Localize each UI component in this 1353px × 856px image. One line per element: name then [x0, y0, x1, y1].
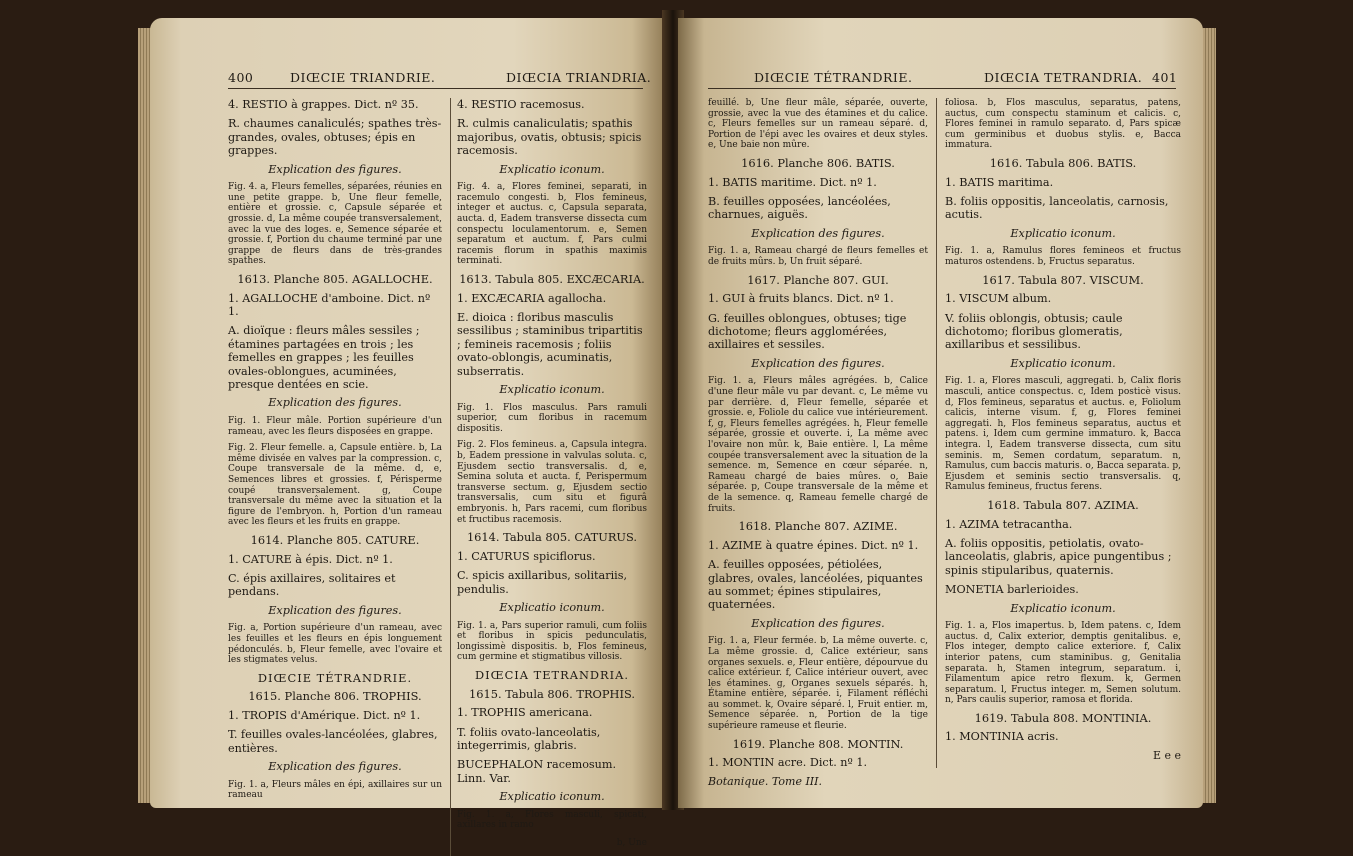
species-entry: 1. TROPHIS americana.	[457, 706, 593, 720]
explication-heading: Explication des figures.	[268, 162, 402, 176]
species-entry: 4. RESTIO à grappes. Dict. nº 35.	[228, 98, 419, 111]
species-entry: G. feuilles oblongues, obtuses; tige dichotome; fleurs agglomérées, axillaires et sessiles.	[708, 311, 907, 352]
species-entry: 1. CATURE à épis. Dict. nº 1.	[228, 552, 393, 566]
right-latin-column	[936, 98, 1181, 768]
species-entry: V. foliis oblongis, obtusis; caule dichotomo; floribus glomeratis, axillaribus et sessilibus.	[945, 311, 1123, 352]
right-french-column	[708, 98, 928, 794]
right-page-number: 401	[1152, 70, 1178, 85]
plate-heading: 1615. Planche 806. TROPHIS.	[248, 689, 422, 704]
explication-heading: Explicatio iconum.	[499, 383, 605, 396]
species-entry: R. culmis canaliculatis; spathis majoribus, ovatis, obtusis; spicis racemosis.	[457, 117, 642, 158]
explication-heading: Explicatio iconum.	[499, 790, 605, 804]
explication-heading: Explication des figures.	[268, 396, 402, 410]
species-entry: 1. AZIME à quatre épines. Dict. nº 1.	[708, 538, 919, 552]
species-entry: T. feuilles ovales-lancéolées, glabres, entières.	[228, 728, 438, 755]
figure-caption: Fig. 2. Fleur femelle. a, Capsule entière. b, La même divisée en valves par la compression. c, Coupe transversale de la même. d, e, Semences libres et grossies. f, Périsperme coupé transversalement. g, Coupe transversale du même avec la situation et la figure de l'embryon. h, Portion d'un rameau avec les fleurs et les fruits en grappe.	[228, 443, 442, 528]
species-entry: 1. AZIMA tetracantha.	[945, 517, 1073, 531]
species-entry: E. dioica : floribus masculis sessilibus ; staminibus tripartitis ; femineis racemosis ; foliis ovato-oblongis, acuminatis, subserratis.	[457, 310, 643, 378]
signature-mark: E e e	[1152, 748, 1181, 762]
species-entry: MONETIA barlerioides.	[945, 583, 1079, 597]
explication-heading: Explicatio iconum.	[1010, 601, 1116, 615]
species-entry: C. épis axillaires, solitaires et pendans.	[228, 571, 396, 599]
species-entry: 1. BATIS maritime. Dict. nº 1.	[708, 175, 877, 189]
species-entry: T. foliis ovato-lanceolatis, integerrimis, glabris.	[457, 725, 601, 752]
plate-heading: 1615. Tabula 806. TROPHIS.	[468, 686, 636, 701]
left-latin-column	[450, 98, 647, 856]
left-header-latin: DIŒCIA TRIANDRIA.	[506, 70, 652, 85]
explication-heading: Explication des figures.	[751, 226, 885, 240]
species-entry: 1. EXCÆCARIA agallocha.	[457, 291, 607, 305]
figure-caption: Fig. 1. a, Fleurs mâles en épi, axillaires sur un rameau	[228, 779, 442, 801]
volume-footer: Botanique. Tome III.	[708, 774, 822, 788]
species-entry: A. feuilles opposées, pétiolées, glabres, ovales, lancéolées, piquantes au sommet; épines stipulaires, quaternées.	[708, 558, 923, 612]
header-rule	[228, 88, 643, 89]
species-entry: 1. MONTIN acre. Dict. nº 1.	[708, 756, 868, 770]
left-french-column	[228, 98, 442, 807]
species-entry: 1. BATIS maritima.	[945, 175, 1054, 189]
species-entry: BUCEPHALON racemosum. Linn. Var.	[457, 758, 617, 785]
left-page	[150, 18, 668, 848]
figure-caption: Fig. 2. Flos femineus. a, Capsula integra. b, Eadem pressione in valvulas soluta. c, Ejusdem sectio transversalis. d, e, Semina soluta et aucta. f, Perispermum transverse sectum. g, Ejusdem sectio transversalis, cum situ et figurâ embryonis. h, Pars racemi, cum floribus et fructibus racemosis.	[457, 440, 647, 525]
species-entry: A. foliis oppositis, petiolatis, ovato-lanceolatis, glabris, apice pungentibus ; spinis stipularibus, quaternis.	[945, 536, 1172, 577]
species-entry: 1. VISCUM album.	[945, 292, 1052, 306]
species-entry: C. spicis axillaribus, solitariis, pendulis.	[457, 569, 628, 596]
species-entry: A. dioïque : fleurs mâles sessiles ; étamines partagées en trois ; les femelles en grappes ; les feuilles ovales-oblongues, acuminées, presque dentées en scie.	[228, 324, 420, 391]
explication-heading: Explication des figures.	[751, 356, 885, 370]
figure-caption: Fig. 1. a, Pars superior ramuli, cum foliis et floribus in spicis pedunculatis, longissimè dispositis. b, Flos femineus, cum germine et stigmatibus villosis.	[457, 620, 647, 663]
plate-heading: 1616. Planche 806. BATIS.	[741, 155, 895, 170]
figure-caption: Fig. 1. a, Fleur fermée. b, La même ouverte. c, La même grossie. d, Calice extérieur, sans organes sexuels. e, Fleur entière, dépourvue du calice extérieur. f, Calice intérieur ouvert, avec les étamines. g, Organes sexuels séparés. h, Étamine entière, séparée. i, Filament réfléchi au sommet. k, Ovaire séparé. l, Fruit entier. m, Semence séparée. n, Portion de la tige supérieure rameuse et fleurie.	[708, 636, 928, 732]
explication-heading: Explicatio iconum.	[499, 162, 605, 176]
class-heading: DIŒCIA TETRANDRIA.	[475, 667, 629, 682]
figure-caption: Fig. 1. a, Flores masculi, aggregati. b, Calix floris masculi, antice conspectus. c, Idem posticè visus. d, Flos femineus, separatus et auctus. e, Foliolum calicis, interne visum. f, g, Flores feminei aggregati. h, Flos femineus separatus, auctus et patens. i, Idem cum germine immaturo. k, Bacca integra. l, Eadem transverse dissecta, cum situ seminis. m, Semen cordatum, separatum. n, Ramulus, cum baccis maturis. o, Bacca separata. p, Ejusdem et seminis sectio transversalis. q, Ramulus femineus, fructus ferens.	[945, 376, 1181, 493]
right-page	[678, 18, 1203, 808]
explication-heading: Explication des figures.	[268, 603, 402, 617]
figure-caption: Fig. a, Portion supérieure d'un rameau, avec les feuilles et les fleurs en épis longuement pédonculés. b, Fleur femelle, avec l'ovaire et les stigmates velus.	[228, 623, 442, 666]
plate-heading: 1613. Tabula 805. EXCÆCARIA.	[459, 271, 645, 286]
explication-heading: Explication des figures.	[751, 616, 885, 630]
plate-heading: 1618. Planche 807. AZIME.	[738, 519, 898, 534]
plate-heading: 1613. Planche 805. AGALLOCHE.	[237, 271, 433, 286]
species-entry: 1. GUI à fruits blancs. Dict. nº 1.	[708, 292, 894, 306]
left-header-french: DIŒCIE TRIANDRIE.	[290, 70, 436, 85]
figure-caption: Fig. 1. Fleur mâle. Portion supérieure d'un rameau, avec les fleurs disposées en grappe.	[228, 416, 442, 437]
plate-heading: 1619. Tabula 808. MONTINIA.	[974, 710, 1152, 725]
species-entry: 1. TROPIS d'Amérique. Dict. nº 1.	[228, 708, 421, 722]
plate-heading: 1617. Tabula 807. VISCUM.	[982, 272, 1144, 287]
plate-heading: 1617. Planche 807. GUI.	[747, 272, 889, 287]
header-rule	[708, 88, 1176, 89]
species-entry: 1. CATURUS spiciflorus.	[457, 549, 596, 563]
plate-heading: 1619. Planche 808. MONTIN.	[732, 736, 904, 751]
figure-caption: Fig. 1. a, Flos imapertus. b, Idem patens. c, Idem auctus. d, Calix exterior, demptis genitalibus. e, Flos integer, dempto calice exteriore. f, Calix interior patens, cum staminibus. g, Genitalia separata. h, Stamen integrum, separatum. i, Filamentum apice retro flexum. k, Germen separatum. l, Fructus integer. m, Semen solutum. n, Pars caulis superior, ramosa et florida.	[945, 621, 1181, 706]
figure-caption: foliosa. b, Flos masculus, separatus, patens, auctus, cum conspectu staminum et calicis. c, Flores feminei in ramulo separato. d, Pars spicæ cum germinibus et duobus stylis. e, Bacca immatura.	[945, 98, 1181, 151]
species-entry: B. feuilles opposées, lancéolées, charnues, aiguës.	[708, 194, 891, 222]
figure-caption: Fig. 4. a, Flores feminei, separati, in racemulo congesti. b, Flos femineus, integer et auctus. c, Capsula separata, aucta. d, Eadem transverse dissecta cum conspectu loculamentorum. e, Semen separatum et auctum. f, Pars culmi racemis florum in spathis maximis terminati.	[457, 182, 647, 267]
class-heading: DIŒCIE TÉTRANDRIE.	[257, 670, 413, 685]
species-entry: R. chaumes canaliculés; spathes très-grandes, ovales, obtuses; épis en grappes.	[228, 117, 442, 158]
figure-caption: Fig. 1. a, Fleurs mâles agrégées. b, Calice d'une fleur mâle vu par devant. c, Le même vu par derrière. d, Fleur femelle, séparée et grossie. e, Foliole du calice vue intérieurement. f, g, Fleurs femelles agrégées. h, Fleur femelle séparée, grossie et ouverte. i, La même avec l'ovaire non mûr. k, Baie entière. l, La même coupée transversalement avec la situation de la semence. m, Semence en cœur séparée. n, Rameau chargé de baies mûres. o, Baie séparée. p, Coupe transversale de la même et de la semence. q, Rameau femelle chargé de fruits.	[708, 376, 928, 514]
figure-caption: feuillé. b, Une fleur mâle, séparée, ouverte, grossie, avec la vue des étamines et du calice. c, Fleurs femelles sur un rameau séparé. d, Portion de l'épi avec les ovaires et deux styles. e, Une baie non mûre.	[708, 98, 928, 151]
plate-heading: 1616. Tabula 806. BATIS.	[989, 155, 1137, 170]
explication-heading: Explication des figures.	[268, 760, 402, 774]
explication-heading: Explicatio iconum.	[1010, 226, 1116, 240]
plate-heading: 1618. Tabula 807. AZIMA.	[987, 497, 1139, 512]
figure-caption: Fig. 1. Flos masculus. Pars ramuli superior, cum floribus in racemum dispositis.	[457, 402, 647, 434]
species-entry: 4. RESTIO racemosus.	[457, 98, 585, 111]
explication-heading: Explicatio iconum.	[499, 600, 605, 614]
figure-caption: Fig. 1. a, Rameau chargé de fleurs femelles et de fruits mûrs. b, Un fruit séparé.	[708, 246, 928, 267]
right-header-latin: DIŒCIA TETRANDRIA.	[984, 70, 1143, 85]
plate-heading: 1614. Tabula 805. CATURUS.	[466, 530, 638, 545]
figure-caption: Fig. 1. a, Flores masculi, spicati, axillares in ramo	[457, 809, 647, 831]
left-page-number: 400	[228, 70, 254, 85]
species-entry: 1. MONTINIA acris.	[945, 730, 1059, 744]
figure-caption: Fig. 4. a, Fleurs femelles, séparées, réunies en une petite grappe. b, Une fleur femelle, entière et grossie. c, Capsule séparée et grossie. d, La même coupée transversalement, avec la vue des loges. e, Semence séparée et grossie. f, Portion du chaume terminé par une grappe de fleurs dans de très-grandes spathes.	[228, 182, 442, 267]
explication-heading: Explicatio iconum.	[1010, 356, 1116, 370]
plate-heading: 1614. Planche 805. CATURE.	[250, 532, 420, 547]
right-header-french: DIŒCIE TÉTRANDRIE.	[754, 70, 913, 85]
species-entry: 1. AGALLOCHE d'amboine. Dict. nº 1.	[228, 291, 431, 318]
catchword: b, Une	[616, 837, 647, 848]
species-entry: B. foliis oppositis, lanceolatis, carnosis, acutis.	[945, 194, 1169, 222]
figure-caption: Fig. 1. a, Ramulus flores femineos et fructus maturos ostendens. b, Fructus separatus.	[945, 246, 1181, 267]
